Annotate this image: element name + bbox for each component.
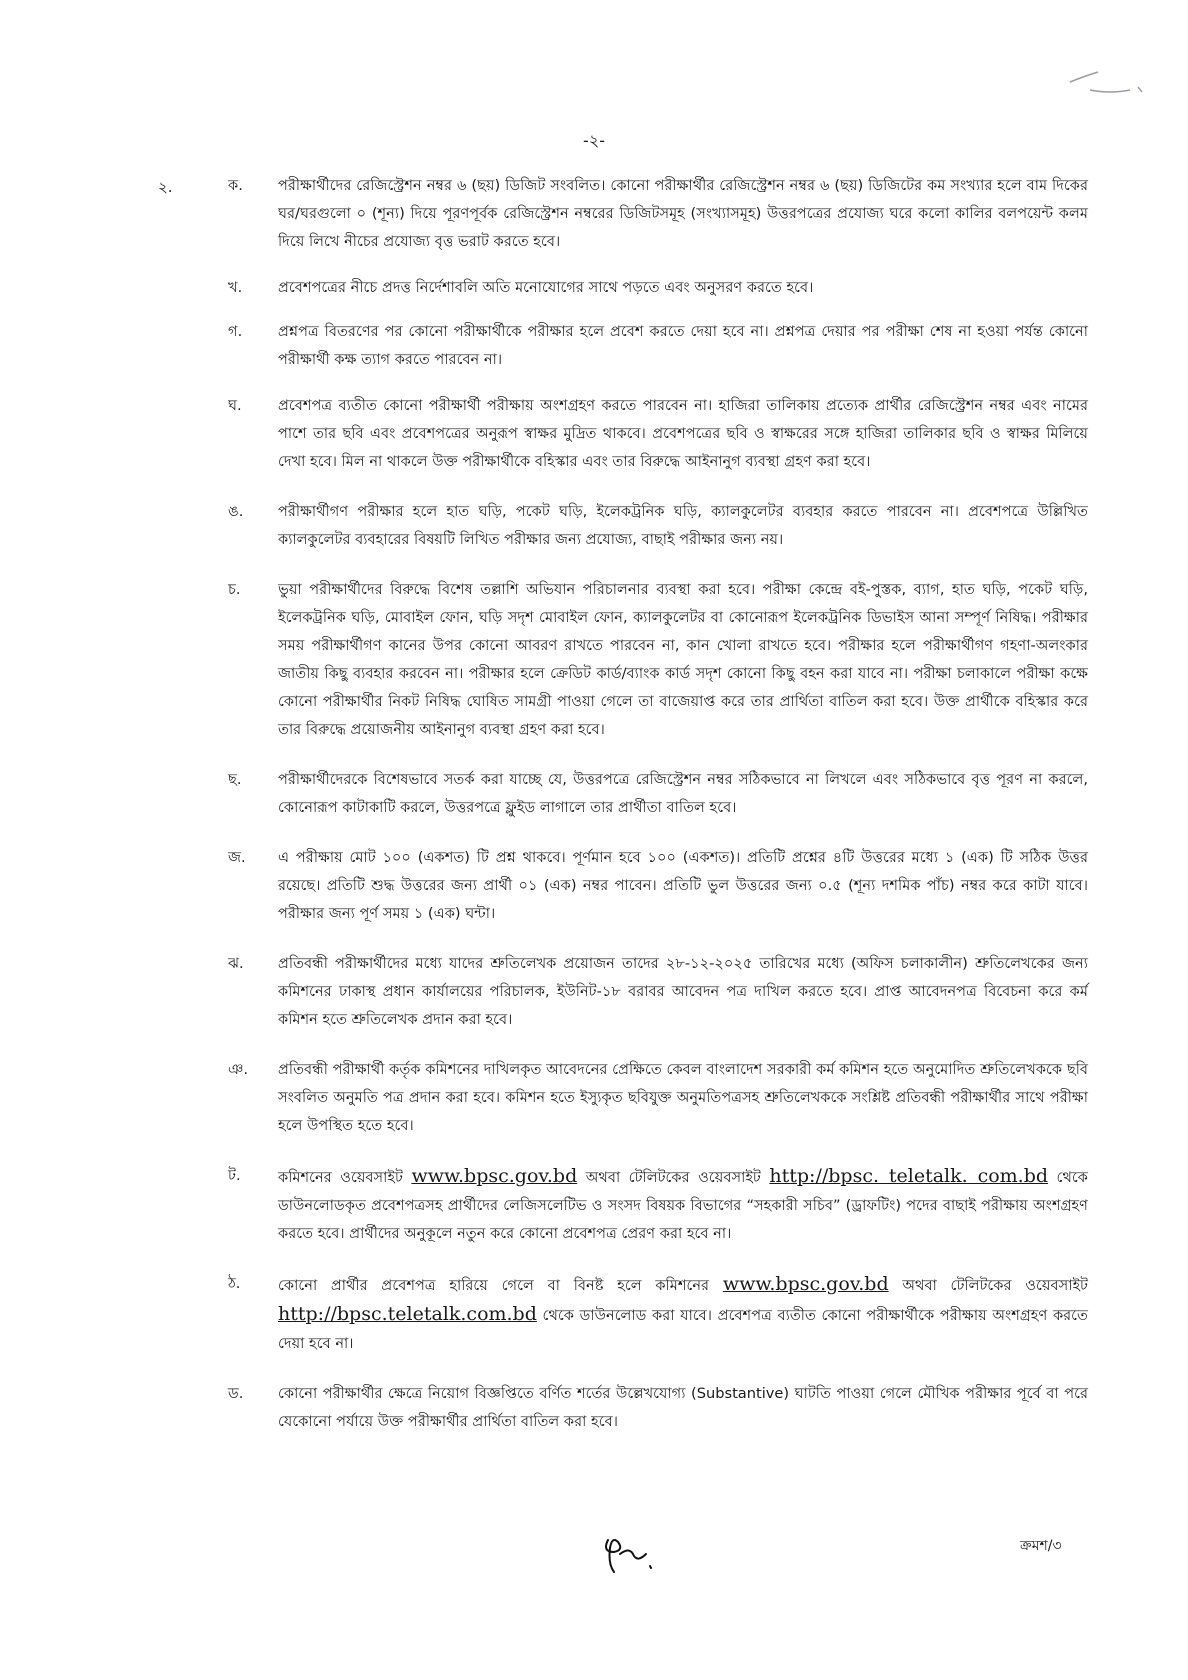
instruction-item-uma (228, 498, 1088, 554)
item-label: ঙ. (228, 503, 244, 520)
instruction-item-cha (228, 576, 1088, 744)
item-text: প্রবেশপত্রের নীচে প্রদত্ত নির্দেশাবলি অতি মনোযোগের সাথে পড়তে এবং অনুসরণ করতে হবে। (278, 279, 814, 296)
item-label: গ. (228, 323, 243, 340)
page-number: -২- (583, 131, 605, 150)
item-label: ক. (228, 177, 243, 194)
item-text: পরীক্ষার্থীগণ পরীক্ষার হলে হাত ঘড়ি, পকেট ঘড়ি, ইলেকট্রনিক ঘড়ি, ক্যালকুলেটর ব্যবহার করতে পারবেন না। প্রবেশপত্রে উল্লিখিত ক্যালকুলেটর ব্যবহারের বিষয়টি লিখিত পরীক্ষার জন্য প্রযোজ্য, বাছাই পরীক্ষার জন্য নয়। (278, 503, 1088, 548)
instruction-item-tha (228, 1270, 1088, 1358)
item-label: ছ. (228, 771, 242, 788)
item-label: ঠ. (228, 1275, 241, 1292)
instruction-item-jha (228, 950, 1088, 1034)
instruction-item-gha (228, 392, 1088, 476)
instruction-list (228, 172, 1088, 1436)
item-label: চ. (228, 581, 241, 598)
text-segment: কমিশনের ওয়েবসাইট (278, 1169, 412, 1186)
instruction-item-kha (228, 274, 1088, 302)
text-segment: থেকে ডাউনলোডকৃত প্রবেশপত্রসহ প্রার্থীদের লেজিসলেটিভ ও সংসদ বিষয়ক বিভাগের “সহকারী সচিব” (ড্রাফটিং) পদের বাছাই পরীক্ষায় অংশগ্রহণ করতে হবে। প্রার্থীদের অনুকূলে নতুন করে কোনো প্রবেশপত্র প্রেরণ করা হবে না। (278, 1169, 1088, 1242)
item-label: ঘ. (228, 397, 242, 414)
item-label: ড. (228, 1385, 244, 1402)
text-segment: থেকে ডাউনলোড করা যাবে। প্রবেশপত্র ব্যতীত কোনো পরীক্ষার্থীকে পরীক্ষায় অংশগ্রহণ করতে দেয়া হবে না। (278, 1307, 1088, 1352)
item-text (278, 1162, 1088, 1248)
continued-marker: ক্রমশ/৩ (1020, 1538, 1062, 1554)
item-label: ট. (228, 1167, 241, 1184)
item-text: ভুয়া পরীক্ষার্থীদের বিরুদ্ধে বিশেষ তল্লাশি অভিযান পরিচালনার ব্যবস্থা করা হবে। পরীক্ষা কেন্দ্রে বই-পুস্তক, ব্যাগ, হাত ঘড়ি, পকেট ঘড়ি, ইলেকট্রনিক ঘড়ি, মোবাইল ফোন, ঘড়ি সদৃশ মোবাইল ফোন, ক্যালকুলেটর বা কোনোরূপ ইলেকট্রনিক ডিভাইস আনা সম্পূর্ণ নিষিদ্ধ। পরীক্ষার সময় পরীক্ষার্থীগণ কানের উপর কোনো আবরণ রাখতে পারবেন না, কান খোলা রাখতে হবে। পরীক্ষার হলে পরীক্ষার্থীগণ গহণা-অলংকার জাতীয় কিছু ব্যবহার করবেন না। পরীক্ষার হলে ক্রেডিট কার্ড/ব্যাংক কার্ড সদৃশ কোনো কিছু বহন করা যাবে না। পরীক্ষা চলাকালে পরীক্ষা কক্ষে কোনো পরীক্ষার্থীর নিকট নিষিদ্ধ ঘোষিত সামগ্রী পাওয়া গেলে তা বাজেয়াপ্ত করে তার প্রার্থিতা বাতিল করা হবে। উক্ত প্রার্থীকে বহিস্কার করে তার বিরুদ্ধে প্রয়োজনীয় আইনানুগ ব্যবস্থা গ্রহণ করা হবে। (278, 581, 1088, 738)
teletalk-website-link[interactable]: http://bpsc. teletalk. com.bd (769, 1165, 1049, 1187)
text-segment: অথবা টেলিটকের ওয়েবসাইট (888, 1277, 1089, 1294)
item-label: খ. (228, 279, 243, 296)
item-text: পরীক্ষার্থীদের রেজিস্ট্রেশন নম্বর ৬ (ছয়) ডিজিট সংবলিত। কোনো পরীক্ষার্থীর রেজিস্ট্রেশন নম্বর ৬ (ছয়) ডিজিটের কম সংখ্যার হলে বাম দিকের ঘর/ঘরগুলো ০ (শূন্য) দিয়ে পূরণপূর্বক রেজিস্ট্রেশন নম্বরের ডিজিটসমূহ (সংখ্যাসমূহ) উত্তরপত্রের প্রযোজ্য ঘরে কলো কালির বলপয়েন্ট কলম দিয়ে লিখে নীচের প্রযোজ্য বৃত্ত ভরাট করতে হবে। (278, 177, 1088, 250)
item-text (278, 1270, 1088, 1358)
signature-initials (600, 1530, 660, 1580)
bpsc-website-link[interactable]: www.bpsc.gov.bd (411, 1165, 578, 1187)
corner-pencil-mark (1060, 60, 1150, 100)
section-number: ২. (158, 178, 173, 196)
item-label: ঝ. (228, 955, 244, 972)
item-text: পরীক্ষার্থীদেরকে বিশেষভাবে সতর্ক করা যাচ্ছে যে, উত্তরপত্রে রেজিস্ট্রেশন নম্বর সঠিকভাবে না লিখলে এবং সঠিকভাবে বৃত্ত পূরণ না করলে, কোনোরূপ কাটাকাটি করলে, উত্তরপত্রে ফ্লুইড লাগালে তার প্রার্থীতা বাতিল হবে। (278, 771, 1088, 816)
instruction-item-ka (228, 172, 1088, 256)
teletalk-website-link[interactable]: http://bpsc.teletalk.com.bd (278, 1303, 537, 1325)
item-text: প্রবেশপত্র ব্যতীত কোনো পরীক্ষার্থী পরীক্ষায় অংশগ্রহণ করতে পারবেন না। হাজিরা তালিকায় প্রত্যেক প্রার্থীর রেজিস্ট্রেশন নম্বর এবং নামের পাশে তার ছবি এবং প্রবেশপত্রের অনুরূপ স্বাক্ষর মুদ্রিত থাকবে। প্রবেশপত্রের ছবি ও স্বাক্ষরের সঙ্গে হাজিরা তালিকার ছবি ও স্বাক্ষর মিলিয়ে দেখা হবে। মিল না থাকলে উক্ত পরীক্ষার্থীকে বহিস্কার এবং তার বিরুদ্ধে আইনানুগ ব্যবস্থা গ্রহণ করা হবে। (278, 397, 1088, 470)
instruction-item-chha (228, 766, 1088, 822)
item-label: জ. (228, 849, 246, 866)
item-text: প্রশ্নপত্র বিতরণের পর কোনো পরীক্ষার্থীকে পরীক্ষার হলে প্রবেশ করতে দেয়া হবে না। প্রশ্নপত্র দেয়ার পর পরীক্ষা শেষ না হওয়া পর্যন্ত কোনো পরীক্ষার্থী কক্ষ ত্যাগ করতে পারবেন না। (278, 323, 1088, 368)
text-segment: কোনো প্রার্থীর প্রবেশপত্র হারিয়ে গেলে বা বিনষ্ট হলে কমিশনের (278, 1277, 723, 1294)
item-text: কোনো পরীক্ষার্থীর ক্ষেত্রে নিয়োগ বিজ্ঞপ্তিতে বর্ণিত শর্তের উল্লেখযোগ্য (Substantive) ঘাটতি পাওয়া গেলে মৌখিক পরীক্ষার পূর্বে বা পরে যেকোনো পর্যায়ে উক্ত পরীক্ষার্থীর প্রার্থিতা বাতিল করা হবে। (278, 1385, 1088, 1430)
item-text: প্রতিবন্ধী পরীক্ষার্থীদের মধ্যে যাদের শ্রুতিলেখক প্রয়োজন তাদের ২৮-১২-২০২৫ তারিখের মধ্যে (অফিস চলাকালীন) শ্রুতিলেখকের জন্য কমিশনের ঢাকাস্থ প্রধান কার্যালয়ের পরিচালক, ইউনিট-১৮ বরাবর আবেদন পত্র দাখিল করতে হবে। প্রাপ্ত আবেদনপত্র বিবেচনা করে কর্ম কমিশন হতে শ্রুতিলেখক প্রদান করা হবে। (278, 955, 1088, 1028)
item-text: এ পরীক্ষায় মোট ১০০ (একশত) টি প্রশ্ন থাকবে। পূর্ণমান হবে ১০০ (একশত)। প্রতিটি প্রশ্নের ৪টি উত্তরের মধ্যে ১ (এক) টি সঠিক উত্তর রয়েছে। প্রতিটি শুদ্ধ উত্তরের জন্য প্রার্থী ০১ (এক) নম্বর পাবেন। প্রতিটি ভুল উত্তরের জন্য ০.৫ (শূন্য দশমিক পাঁচ) নম্বর করে কাটা যাবে। পরীক্ষার জন্য পূর্ণ সময় ১ (এক) ঘন্টা। (278, 849, 1088, 922)
bpsc-website-link[interactable]: www.bpsc.gov.bd (722, 1273, 889, 1295)
text-segment: অথবা টেলিটকের ওয়েবসাইট (577, 1169, 770, 1186)
instruction-item-nya (228, 1056, 1088, 1140)
instruction-item-ja (228, 844, 1088, 928)
item-text: প্রতিবন্ধী পরীক্ষার্থী কর্তৃক কমিশনের দাখিলকৃত আবেদনের প্রেক্ষিতে কেবল বাংলাদেশ সরকারী কর্ম কমিশন হতে অনুমোদিত শ্রুতিলেখককে ছবি সংবলিত অনুমতি পত্র প্রদান করা হবে। কমিশন হতে ইস্যুকৃত ছবিযুক্ত অনুমতিপত্রসহ শ্রুতিলেখককে সংশ্লিষ্ট প্রতিবন্ধী পরীক্ষার্থীর সাথে পরীক্ষা হলে উপস্থিত হতে হবে। (278, 1061, 1088, 1134)
instruction-item-ta (228, 1162, 1088, 1248)
item-label: ঞ. (228, 1061, 249, 1078)
instruction-item-ga (228, 318, 1088, 374)
instruction-item-da (228, 1380, 1088, 1436)
